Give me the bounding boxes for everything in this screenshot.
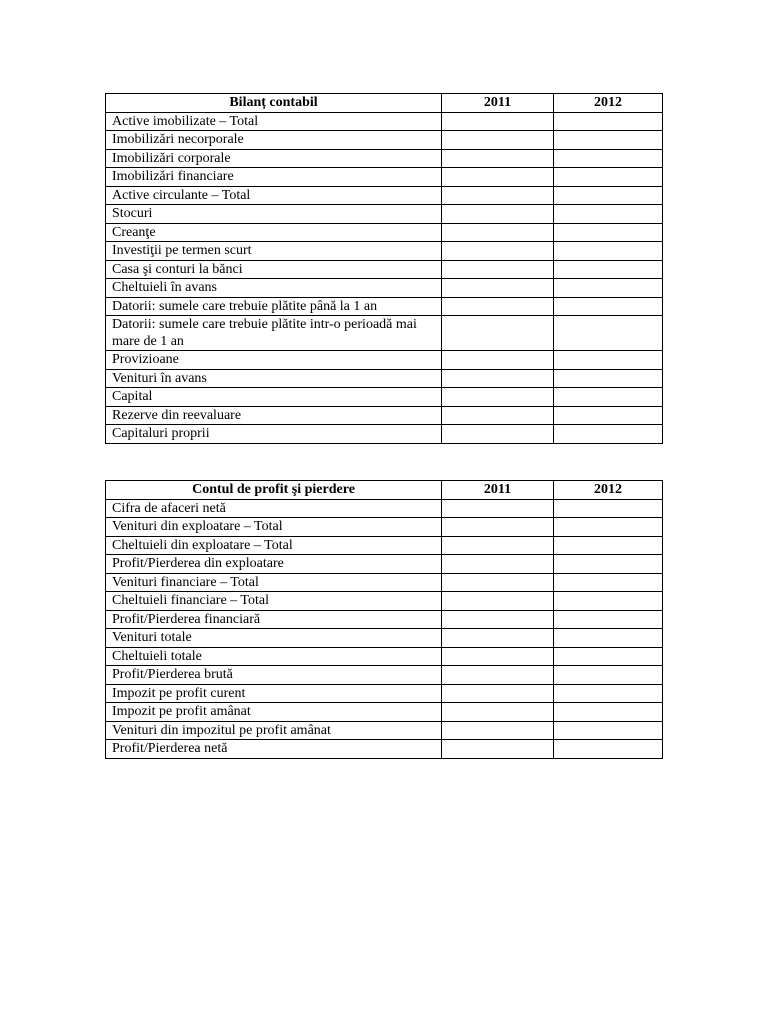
value-cell-2012	[554, 721, 663, 740]
value-cell-2012	[554, 369, 663, 388]
table-row	[106, 406, 663, 425]
table-row	[106, 592, 663, 611]
value-cell-2011	[442, 205, 554, 224]
value-cell-2011	[442, 406, 554, 425]
value-cell-2011	[442, 740, 554, 759]
table-row	[106, 610, 663, 629]
value-cell-2012	[554, 168, 663, 187]
value-cell-2012	[554, 260, 663, 279]
table-row	[106, 149, 663, 168]
table-row	[106, 388, 663, 407]
row-label: Profit/Pierderea netă	[106, 740, 442, 759]
table-row	[106, 242, 663, 261]
value-cell-2012	[554, 279, 663, 298]
value-cell-2012	[554, 297, 663, 316]
value-cell-2011	[442, 168, 554, 187]
value-cell-2011	[442, 351, 554, 370]
table-row	[106, 351, 663, 370]
table-row	[106, 666, 663, 685]
value-cell-2012	[554, 740, 663, 759]
value-cell-2012	[554, 536, 663, 555]
row-label: Datorii: sumele care trebuie plătite până la 1 an	[106, 297, 442, 316]
profit-loss-title: Contul de profit şi pierdere	[106, 481, 442, 500]
value-cell-2011	[442, 536, 554, 555]
row-label: Venituri totale	[106, 629, 442, 648]
row-label: Impozit pe profit amânat	[106, 703, 442, 722]
value-cell-2012	[554, 316, 663, 351]
value-cell-2011	[442, 388, 554, 407]
value-cell-2012	[554, 186, 663, 205]
value-cell-2012	[554, 684, 663, 703]
value-cell-2011	[442, 573, 554, 592]
row-label: Venituri financiare – Total	[106, 573, 442, 592]
table-row	[106, 369, 663, 388]
row-label: Active circulante – Total	[106, 186, 442, 205]
value-cell-2011	[442, 369, 554, 388]
value-cell-2012	[554, 647, 663, 666]
table-row	[106, 186, 663, 205]
value-cell-2011	[442, 592, 554, 611]
value-cell-2011	[442, 610, 554, 629]
value-cell-2011	[442, 316, 554, 351]
value-cell-2011	[442, 629, 554, 648]
table-header-row	[106, 94, 663, 113]
table-header-row	[106, 481, 663, 500]
row-label: Venituri din exploatare – Total	[106, 518, 442, 537]
value-cell-2011	[442, 223, 554, 242]
value-cell-2012	[554, 351, 663, 370]
value-cell-2011	[442, 647, 554, 666]
value-cell-2012	[554, 388, 663, 407]
row-label: Impozit pe profit curent	[106, 684, 442, 703]
value-cell-2012	[554, 131, 663, 150]
value-cell-2012	[554, 666, 663, 685]
row-label: Profit/Pierderea din exploatare	[106, 555, 442, 574]
row-label: Creanţe	[106, 223, 442, 242]
value-cell-2012	[554, 573, 663, 592]
row-label: Provizioane	[106, 351, 442, 370]
table-row	[106, 499, 663, 518]
table-row	[106, 425, 663, 444]
table-row	[106, 297, 663, 316]
table-row	[106, 112, 663, 131]
table-row	[106, 168, 663, 187]
value-cell-2012	[554, 425, 663, 444]
row-label: Cifra de afaceri netă	[106, 499, 442, 518]
table-row	[106, 536, 663, 555]
value-cell-2012	[554, 555, 663, 574]
value-cell-2011	[442, 518, 554, 537]
table-row	[106, 260, 663, 279]
value-cell-2012	[554, 499, 663, 518]
value-cell-2011	[442, 149, 554, 168]
value-cell-2012	[554, 610, 663, 629]
value-cell-2012	[554, 112, 663, 131]
table-row	[106, 573, 663, 592]
row-label: Profit/Pierderea financiară	[106, 610, 442, 629]
value-cell-2011	[442, 131, 554, 150]
table-row	[106, 647, 663, 666]
table-row	[106, 131, 663, 150]
row-label: Venituri în avans	[106, 369, 442, 388]
row-label: Rezerve din reevaluare	[106, 406, 442, 425]
row-label: Imobilizări necorporale	[106, 131, 442, 150]
balance-sheet-title: Bilanț contabil	[106, 94, 442, 113]
year-2012-header: 2012	[554, 481, 663, 500]
year-2011-header: 2011	[442, 94, 554, 113]
row-label: Casa şi conturi la bănci	[106, 260, 442, 279]
row-label: Imobilizări corporale	[106, 149, 442, 168]
value-cell-2012	[554, 242, 663, 261]
table-row	[106, 223, 663, 242]
row-label: Cheltuieli în avans	[106, 279, 442, 298]
row-label: Cheltuieli totale	[106, 647, 442, 666]
table-row	[106, 721, 663, 740]
value-cell-2011	[442, 186, 554, 205]
value-cell-2011	[442, 112, 554, 131]
table-row	[106, 316, 663, 351]
value-cell-2012	[554, 149, 663, 168]
row-label: Cheltuieli financiare – Total	[106, 592, 442, 611]
row-label: Imobilizări financiare	[106, 168, 442, 187]
value-cell-2011	[442, 297, 554, 316]
table-row	[106, 703, 663, 722]
table-row	[106, 555, 663, 574]
value-cell-2011	[442, 425, 554, 444]
row-label: Stocuri	[106, 205, 442, 224]
value-cell-2011	[442, 242, 554, 261]
value-cell-2011	[442, 260, 554, 279]
value-cell-2012	[554, 406, 663, 425]
row-label: Profit/Pierderea brută	[106, 666, 442, 685]
year-2011-header: 2011	[442, 481, 554, 500]
table-row	[106, 279, 663, 298]
value-cell-2011	[442, 666, 554, 685]
row-label: Datorii: sumele care trebuie plătite intr-o perioadă mai mare de 1 an	[106, 316, 442, 351]
row-label: Investiţii pe termen scurt	[106, 242, 442, 261]
year-2012-header: 2012	[554, 94, 663, 113]
value-cell-2012	[554, 592, 663, 611]
value-cell-2011	[442, 279, 554, 298]
value-cell-2011	[442, 703, 554, 722]
balance-sheet-table	[105, 93, 663, 444]
value-cell-2012	[554, 703, 663, 722]
profit-loss-table	[105, 480, 663, 759]
table-row	[106, 684, 663, 703]
value-cell-2011	[442, 721, 554, 740]
row-label: Cheltuieli din exploatare – Total	[106, 536, 442, 555]
value-cell-2012	[554, 518, 663, 537]
value-cell-2012	[554, 223, 663, 242]
table-row	[106, 518, 663, 537]
value-cell-2012	[554, 629, 663, 648]
row-label: Venituri din impozitul pe profit amânat	[106, 721, 442, 740]
row-label: Capital	[106, 388, 442, 407]
value-cell-2012	[554, 205, 663, 224]
table-row	[106, 205, 663, 224]
row-label: Active imobilizate – Total	[106, 112, 442, 131]
table-row	[106, 629, 663, 648]
value-cell-2011	[442, 499, 554, 518]
value-cell-2011	[442, 684, 554, 703]
value-cell-2011	[442, 555, 554, 574]
row-label: Capitaluri proprii	[106, 425, 442, 444]
table-row	[106, 740, 663, 759]
